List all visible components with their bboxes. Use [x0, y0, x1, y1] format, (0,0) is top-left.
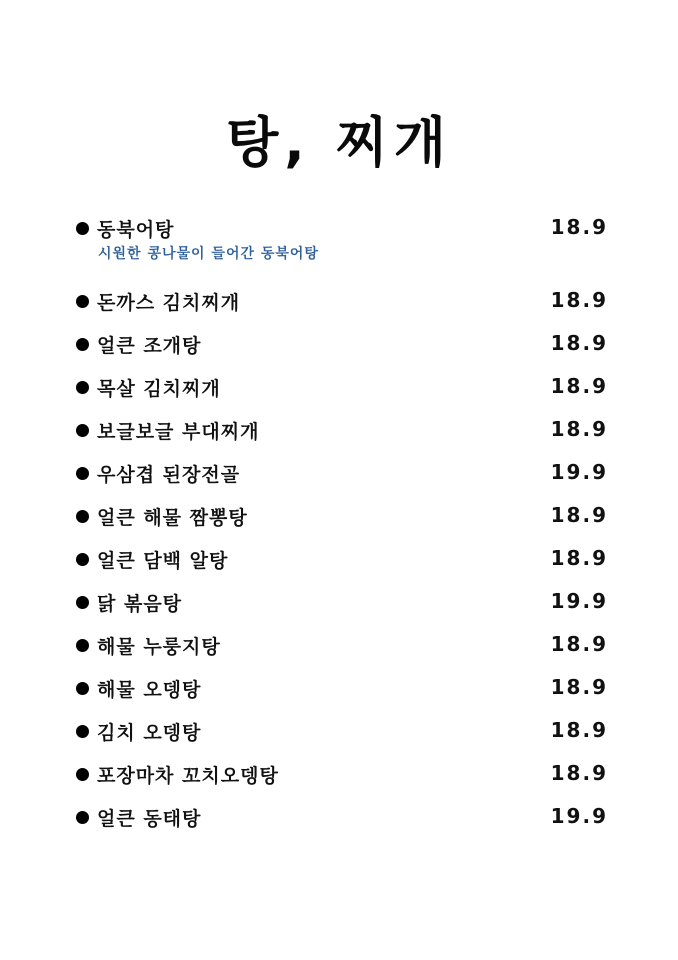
menu-item-name: 보글보글 부대찌개	[97, 420, 260, 443]
menu-item-price: 19.9	[550, 589, 608, 613]
menu-item-subtitle: 시원한 콩나물이 들어간 동북어탕	[98, 246, 319, 262]
menu-item-price: 19.9	[550, 804, 608, 828]
menu-item-name: 돈까스 김치찌개	[97, 291, 241, 314]
menu-item-name: 목살 김치찌개	[97, 377, 221, 400]
bullet-icon	[76, 725, 89, 738]
menu-item-name: 해물 오뎅탕	[97, 678, 202, 701]
menu-item	[76, 329, 616, 372]
menu-item	[76, 587, 616, 630]
menu-item-price: 18.9	[550, 215, 608, 239]
bullet-icon	[76, 553, 89, 566]
bullet-icon	[76, 596, 89, 609]
bullet-icon	[76, 639, 89, 652]
menu-item-name: 포장마차 꼬치오뎅탕	[97, 764, 279, 787]
menu-item	[76, 802, 616, 845]
bullet-icon	[76, 424, 89, 437]
menu-item	[76, 286, 616, 329]
bullet-icon	[76, 381, 89, 394]
menu-item	[76, 372, 616, 415]
menu-item	[76, 630, 616, 673]
bullet-icon	[76, 338, 89, 351]
menu-item	[76, 544, 616, 587]
menu-item-price: 18.9	[550, 503, 608, 527]
bullet-icon	[76, 222, 89, 235]
menu-item-price: 18.9	[550, 374, 608, 398]
menu-item-name: 해물 누룽지탕	[97, 635, 221, 658]
menu-item-name: 얼큰 조개탕	[97, 334, 202, 357]
bullet-icon	[76, 295, 89, 308]
menu-item	[76, 415, 616, 458]
menu-item-price: 18.9	[550, 546, 608, 570]
page-title: 탕, 찌개	[226, 111, 452, 174]
menu-item	[76, 213, 616, 286]
menu-item-price: 19.9	[550, 460, 608, 484]
menu-item-name: 얼큰 해물 짬뽕탕	[97, 506, 248, 529]
bullet-icon	[76, 682, 89, 695]
menu-list	[76, 213, 616, 845]
menu-item-price: 18.9	[550, 675, 608, 699]
menu-item	[76, 501, 616, 544]
menu-item-price: 18.9	[550, 288, 608, 312]
menu-item-name: 동북어탕	[97, 218, 175, 241]
bullet-icon	[76, 467, 89, 480]
bullet-icon	[76, 768, 89, 781]
menu-item-name: 얼큰 담백 알탕	[97, 549, 229, 572]
menu-item-price: 18.9	[550, 331, 608, 355]
menu-item-price: 18.9	[550, 632, 608, 656]
menu-item	[76, 458, 616, 501]
menu-item	[76, 759, 616, 802]
menu-item-price: 18.9	[550, 417, 608, 441]
menu-item-name: 김치 오뎅탕	[97, 721, 202, 744]
menu-item-name: 얼큰 동태탕	[97, 807, 202, 830]
menu-item	[76, 673, 616, 716]
bullet-icon	[76, 510, 89, 523]
menu-item	[76, 716, 616, 759]
menu-item-name: 닭 볶음탕	[97, 592, 183, 615]
menu-item-name: 우삼겹 된장전골	[97, 463, 241, 486]
menu-item-price: 18.9	[550, 761, 608, 785]
bullet-icon	[76, 811, 89, 824]
menu-item-price: 18.9	[550, 718, 608, 742]
